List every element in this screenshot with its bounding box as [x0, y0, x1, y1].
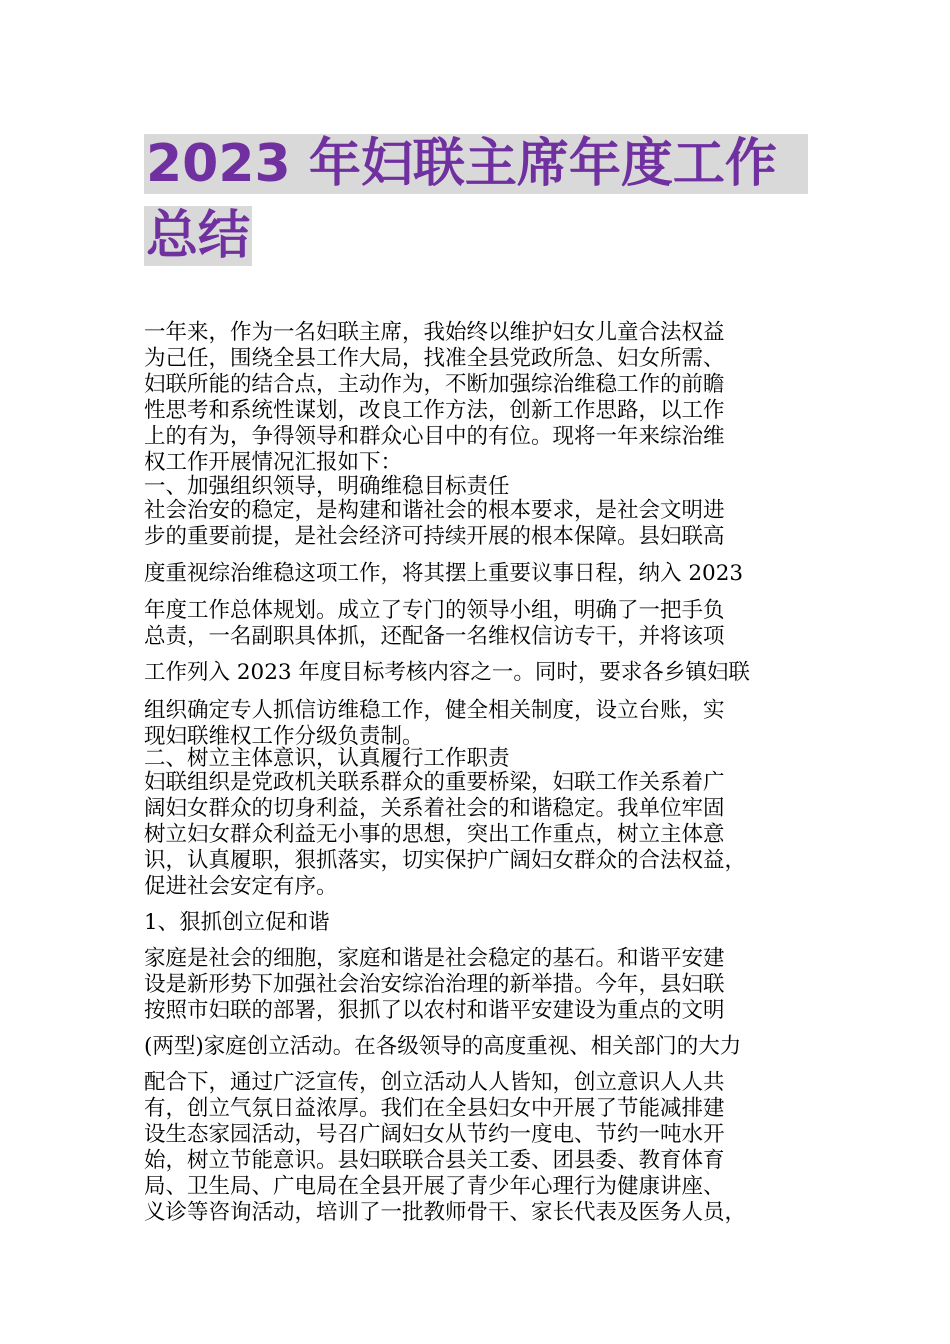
body-line: (两型)家庭创立活动。在各级领导的高度重视、相关部门的大力	[144, 1034, 742, 1059]
body-line: 促进社会安定有序。	[144, 874, 338, 899]
subsection-heading: 1、狠抓创立促和谐	[144, 910, 330, 935]
body-line: 为己任，围绕全县工作大局，找准全县党政所急、妇女所需、	[144, 346, 725, 371]
body-line: 设是新形势下加强社会治安综治治理的新举措。今年，县妇联	[144, 972, 725, 997]
body-line: 家庭是社会的细胞，家庭和谐是社会稳定的基石。和谐平安建	[144, 946, 725, 971]
body-line: 上的有为，争得领导和群众心目中的有位。现将一年来综治维	[144, 424, 725, 449]
body-line: 妇联组织是党政机关联系群众的重要桥梁，妇联工作关系着广	[144, 770, 725, 795]
body-line: 识，认真履职，狠抓落实，切实保护广阔妇女群众的合法权益，	[144, 848, 747, 873]
body-line: 设生态家园活动，号召广阔妇女从节约一度电、节约一吨水开	[144, 1122, 725, 1147]
body-line: 工作列入 2023 年度目标考核内容之一。同时，要求各乡镇妇联	[144, 660, 750, 685]
section-heading: 二、树立主体意识，认真履行工作职责	[144, 746, 510, 771]
body-line: 有，创立气氛日益浓厚。我们在全县妇女中开展了节能减排建	[144, 1096, 725, 1121]
body-line: 树立妇女群众利益无小事的思想，突出工作重点，树立主体意	[144, 822, 725, 847]
body-line: 总责，一名副职具体抓，还配备一名维权信访专干，并将该项	[144, 624, 725, 649]
section-heading: 一、加强组织领导，明确维稳目标责任	[144, 474, 510, 499]
body-line: 权工作开展情况汇报如下：	[144, 450, 403, 475]
body-line: 按照市妇联的部署，狠抓了以农村和谐平安建设为重点的文明	[144, 998, 725, 1023]
body-line: 阔妇女群众的切身利益，关系着社会的和谐稳定。我单位牢固	[144, 796, 725, 821]
body-line: 组织确定专人抓信访维稳工作，健全相关制度，设立台账，实	[144, 698, 725, 723]
document-title-line-1: 2023 年妇联主席年度工作	[144, 134, 808, 194]
body-line: 始，树立节能意识。县妇联联合县关工委、团县委、教育体育	[144, 1148, 725, 1173]
body-line: 义诊等咨询活动，培训了一批教师骨干、家长代表及医务人员，	[144, 1200, 747, 1225]
body-line: 配合下，通过广泛宣传，创立活动人人皆知，创立意识人人共	[144, 1070, 725, 1095]
body-line: 现妇联维权工作分级负责制。	[144, 724, 424, 749]
body-line: 步的重要前提，是社会经济可持续开展的根本保障。县妇联高	[144, 524, 725, 549]
body-line: 度重视综治维稳这项工作，将其摆上重要议事日程，纳入 2023	[144, 561, 744, 586]
body-line: 妇联所能的结合点，主动作为，不断加强综治维稳工作的前瞻	[144, 372, 725, 397]
body-line: 社会治安的稳定，是构建和谐社会的根本要求，是社会文明进	[144, 498, 725, 523]
body-line: 性思考和系统性谋划，改良工作方法，创新工作思路，以工作	[144, 398, 725, 423]
body-line: 一年来，作为一名妇联主席，我始终以维护妇女儿童合法权益	[144, 320, 725, 345]
body-line: 年度工作总体规划。成立了专门的领导小组，明确了一把手负	[144, 598, 725, 623]
body-line: 局、卫生局、广电局在全县开展了青少年心理行为健康讲座、	[144, 1174, 725, 1199]
document-title-line-2: 总结	[146, 206, 251, 266]
